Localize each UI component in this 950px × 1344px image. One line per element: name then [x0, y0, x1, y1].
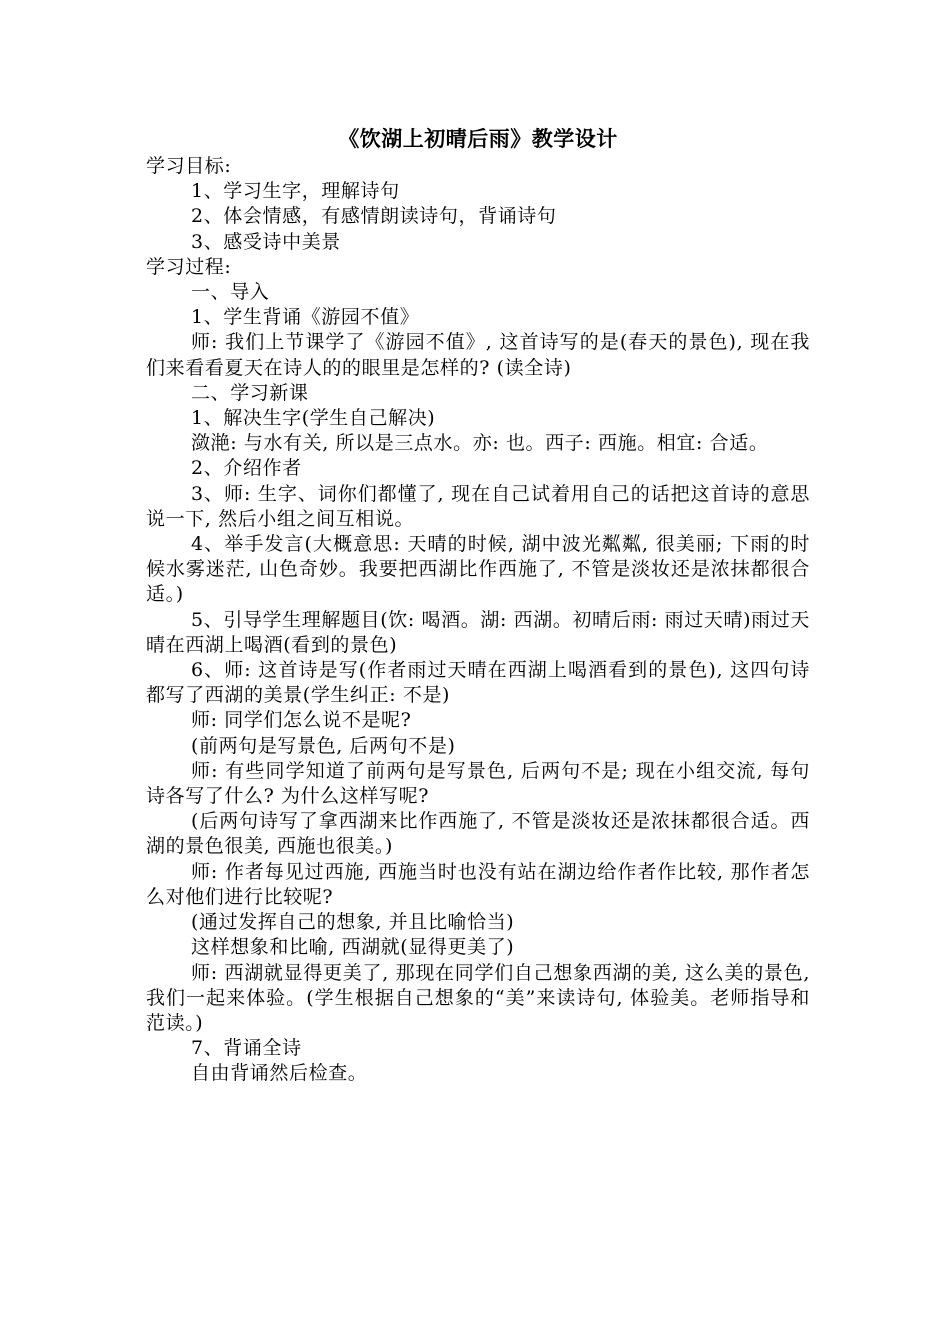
paragraph: 1、解决生字(学生自己解决)	[191, 407, 436, 430]
paragraph: 7、背诵全诗	[191, 1037, 302, 1060]
paragraph: 这样想象和比喻, 西湖就(显得更美了)	[191, 936, 515, 959]
paragraph: 4、举手发言(大概意思: 天晴的时候, 湖中波光粼粼, 很美丽; 下雨的时候水雾迷茫, 山色奇妙。我要把西湖比作西施了, 不管是淡妆还是浓抹都很合适。)	[146, 533, 810, 606]
paragraph: 2、介绍作者	[191, 457, 302, 480]
paragraph: 一、导入	[191, 281, 270, 304]
paragraph: 3、师: 生字、词你们都懂了, 现在自己试着用自己的话把这首诗的意思说一下, 然后小组之间互相说。	[146, 482, 810, 530]
paragraph: 2、体会情感，有感情朗读诗句，背诵诗句	[191, 205, 557, 228]
paragraph: 师: 有些同学知道了前两句是写景色, 后两句不是; 现在小组交流, 每句诗各写了什么? 为什么这样写呢?	[146, 759, 810, 808]
paragraph: (前两句是写景色, 后两句不是)	[191, 734, 456, 757]
paragraph: 师: 我们上节课学了《游园不值》, 这首诗写的是(春天的景色), 现在我们来看看夏天在诗人的的眼里是怎样的? (读全诗)	[146, 331, 810, 379]
paragraph: 1、学生背诵《游园不值》	[191, 306, 420, 329]
paragraph: 1、学习生字，理解诗句	[191, 180, 400, 203]
paragraph: 师: 西湖就显得更美了, 那现在同学们自己想象西湖的美, 这么美的景色, 我们一起来体验。(学生根据自己想象的“美”来读诗句, 体验美。老师指导和范读。)	[146, 961, 810, 1034]
paragraph: 师: 作者每见过西施, 西施当时也没有站在湖边给作者作比较, 那作者怎么对他们进行比较呢?	[146, 860, 810, 908]
paragraph: (后两句诗写了拿西湖来比作西施了, 不管是淡妆还是浓抹都很合适。西湖的景色很美, 西施也很美。)	[146, 810, 810, 858]
paragraph: 3、感受诗中美景	[191, 230, 341, 253]
paragraph: 学习过程:	[146, 255, 232, 278]
document-page	[146, 124, 810, 1087]
document-title: 《饮湖上初晴后雨》教学设计	[338, 126, 618, 151]
paragraph: (通过发挥自己的想象, 并且比喻恰当)	[191, 911, 515, 934]
paragraph: 二、学习新课	[191, 381, 309, 404]
document-body	[146, 154, 810, 1087]
paragraph: 师: 同学们怎么说不是呢?	[191, 709, 412, 732]
paragraph: 学习目标:	[146, 155, 232, 177]
paragraph: 自由背诵然后检查。	[191, 1062, 368, 1085]
paragraph: 潋滟: 与水有关, 所以是三点水。亦: 也。西子: 西施。相宜: 合适。	[191, 432, 769, 455]
paragraph: 5、引导学生理解题目(饮: 喝酒。湖: 西湖。初晴后雨: 雨过天晴)雨过天晴在西湖上喝酒(看到的景色)	[146, 608, 810, 656]
paragraph: 6、师: 这首诗是写(作者雨过天晴在西湖上喝酒看到的景色), 这四句诗都写了西湖的美景(学生纠正: 不是)	[146, 659, 810, 707]
